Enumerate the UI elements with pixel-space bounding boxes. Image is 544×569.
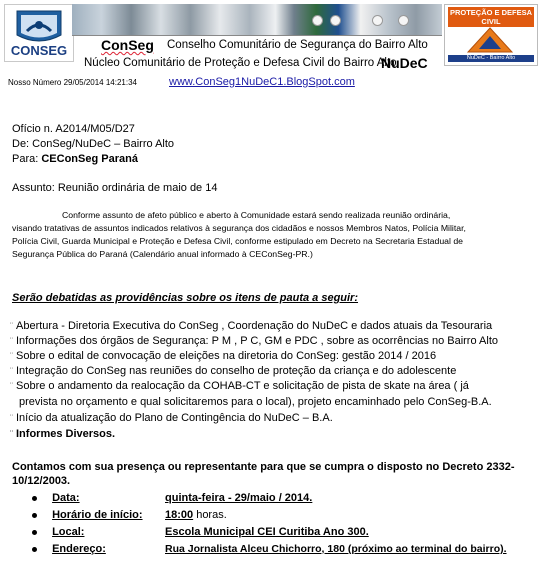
bullet-dot-icon <box>32 513 37 518</box>
paragraph-line-1: Conforme assunto de afeto público e aberto à Comunidade estará sendo realizada reunião ordinária, <box>62 210 451 220</box>
nudec-title: NuDeC <box>381 55 428 71</box>
agenda-item: ¨ Abertura - Diretoria Executiva do ConSeg , Coordenação do NuDeC e dados atuais da Tesouraria <box>10 320 493 332</box>
agenda-item: ¨ Início da atualização do Plano de Contingência do NuDeC – B.A. <box>10 412 333 424</box>
defesa-civil-logo-sub: NuDeC - Bairro Alto <box>448 55 534 62</box>
conseg-title: ConSeg <box>101 37 154 53</box>
paragraph-line-3: Polícia Civil, Guarda Municipal e Proteção e Defesa Civil, conforme estipulado em Decreto na Secretaria Estadual de <box>12 236 464 246</box>
para-label: Para: <box>12 153 42 165</box>
agenda-item: ¨ Sobre o andamento da realocação da COHAB-CT e solicitação de pista de skate na área ( já <box>10 380 469 392</box>
agenda-item: ¨ Integração do ConSeg nas reuniões do conselho de proteção da criança e do adolescente <box>10 365 457 377</box>
agenda-item: ¨ Sobre o edital de convocação de eleições na diretoria do ConSeg: gestão 2014 / 2016 <box>10 350 437 362</box>
detail-endereco: Endereço: Rua Jornalista Alceu Chichorro, 180 (próximo ao terminal do bairro). <box>32 543 106 555</box>
pauta-heading: Serão debatidas as providências sobre os itens de pauta a seguir: <box>12 292 359 304</box>
paragraph-line-4: Segurança Pública do Paraná (Calendário anual informado à CEConSeg-PR.) <box>12 249 313 259</box>
assunto-line: Assunto: Reunião ordinária de maio de 14 <box>12 182 218 194</box>
de-line: De: ConSeg/NuDeC – Bairro Alto <box>12 138 175 150</box>
header-banner-image <box>72 4 442 36</box>
para-value: CEConSeg Paraná <box>41 153 138 165</box>
bullet-dot-icon <box>32 496 37 501</box>
nucleo-title: Núcleo Comunitário de Proteção e Defesa Civil do Bairro Alto <box>84 57 397 69</box>
conseg-logo <box>4 4 74 62</box>
closing-line-2: 10/12/2003. <box>12 475 71 487</box>
agenda-item: ¨ Informações dos órgãos de Segurança: P M , P C, GM e PDC , sobre as ocorrências no Bairro Alto <box>10 335 498 347</box>
detail-data: Data: quinta-feira - 29/maio / 2014. <box>32 492 80 504</box>
closing-line-1: Contamos com sua presença ou representante para que se cumpra o disposto no Decreto 2332- <box>12 461 515 473</box>
oficio-line: Ofício n. A2014/M05/D27 <box>12 123 135 135</box>
agenda-item-continuation: prevista no orçamento e qual solicitaremos para o local), projeto encaminhado pelo ConSeg-B.A. <box>19 396 492 408</box>
agenda-item: ¨ Informes Diversos. <box>10 428 116 440</box>
detail-horario: Horário de início: 18:00 horas. <box>32 509 143 521</box>
blog-link[interactable]: www.ConSeg1NuDeC1.BlogSpot.com <box>169 76 355 88</box>
bullet-dot-icon <box>32 547 37 552</box>
para-line <box>12 153 138 165</box>
paragraph-line-2: visando tratativas de assuntos indicados relativos à segurança dos cidadãos e nossos Membros Natos, Polícia Militar, <box>12 223 466 233</box>
defesa-civil-logo-text: PROTEÇÃO E DEFESA CIVIL <box>449 8 533 26</box>
defesa-civil-logo <box>444 4 538 66</box>
conselho-title: Conselho Comunitário de Segurança do Bairro Alto <box>167 39 428 51</box>
document-number: Nosso Número 29/05/2014 14:21:34 <box>8 78 137 87</box>
defesa-civil-triangle-icon <box>467 27 513 53</box>
detail-local: Local: Escola Municipal CEI Curitiba Ano 300. <box>32 526 84 538</box>
conseg-logo-text: CONSEG <box>10 43 68 58</box>
bullet-dot-icon <box>32 530 37 535</box>
